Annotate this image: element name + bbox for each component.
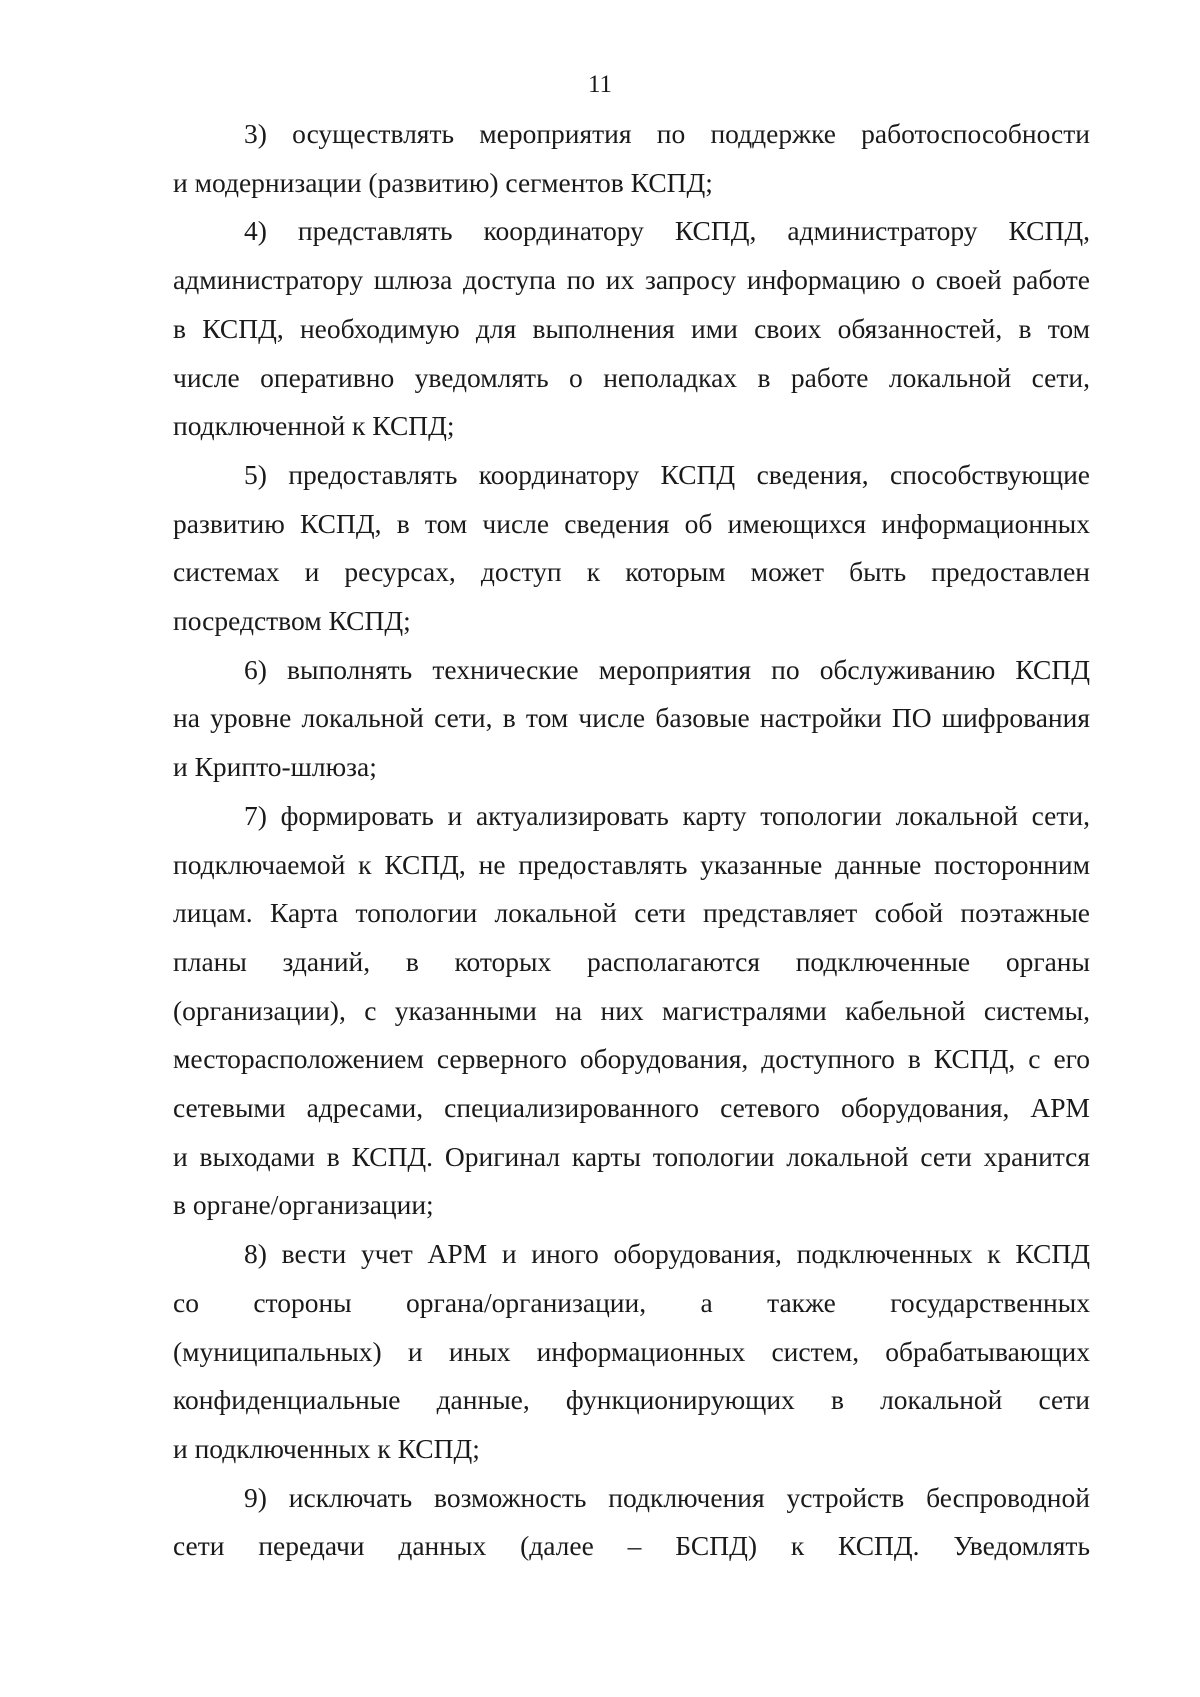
text-line: (муниципальных) и иных информационных систем, обрабатывающих xyxy=(173,1335,1090,1367)
text-line: посредством КСПД; xyxy=(173,605,411,637)
paragraph xyxy=(173,792,1090,1230)
text-line: (организации), с указанными на них магистралями кабельной системы, xyxy=(173,994,1090,1026)
text-line: 9) исключать возможность подключения устройств беспроводной xyxy=(244,1481,1090,1513)
text-line: развитию КСПД, в том числе сведения об имеющихся информационных xyxy=(173,507,1090,539)
text-line: месторасположением серверного оборудования, доступного в КСПД, с его xyxy=(173,1043,1090,1075)
paragraph xyxy=(173,1230,1090,1474)
page-number: 11 xyxy=(587,71,613,98)
text-line: подключенной к КСПД; xyxy=(173,410,455,442)
text-line: 7) формировать и актуализировать карту топологии локальной сети, xyxy=(244,799,1090,831)
text-line: конфиденциальные данные, функционирующих в локальной сети xyxy=(173,1384,1090,1416)
text-line: со стороны органа/организации, а также государственных xyxy=(173,1286,1090,1318)
paragraph xyxy=(173,207,1090,451)
text-line: в КСПД, необходимую для выполнения ими своих обязанностей, в том xyxy=(173,312,1090,344)
text-line: администратору шлюза доступа по их запросу информацию о своей работе xyxy=(173,264,1090,296)
paragraph xyxy=(173,646,1090,792)
text-line: 8) вести учет АРМ и иного оборудования, подключенных к КСПД xyxy=(244,1238,1090,1270)
document-body xyxy=(173,110,1090,1571)
text-line: числе оперативно уведомлять о неполадках в работе локальной сети, xyxy=(173,361,1090,393)
text-line: и Крипто-шлюза; xyxy=(173,751,377,783)
text-line: подключаемой к КСПД, не предоставлять указанные данные посторонним xyxy=(173,848,1090,880)
text-line: на уровне локальной сети, в том числе базовые настройки ПО шифрования xyxy=(173,702,1090,734)
text-line: сетевыми адресами, специализированного сетевого оборудования, АРМ xyxy=(173,1092,1090,1124)
text-line: 3) осуществлять мероприятия по поддержке работоспособности xyxy=(244,118,1090,149)
paragraph xyxy=(173,110,1090,207)
text-line: сети передачи данных (далее – БСПД) к КСПД. Уведомлять xyxy=(173,1530,1090,1562)
text-line: 5) предоставлять координатору КСПД сведения, способствующие xyxy=(244,458,1090,490)
text-line: 6) выполнять технические мероприятия по обслуживанию КСПД xyxy=(244,653,1090,685)
text-line: 4) представлять координатору КСПД, администратору КСПД, xyxy=(244,215,1090,247)
text-line: в органе/организации; xyxy=(173,1189,434,1221)
text-line: лицам. Карта топологии локальной сети представляет собой поэтажные xyxy=(173,897,1090,929)
text-line: и модернизации (развитию) сегментов КСПД; xyxy=(173,166,713,198)
text-line: планы зданий, в которых располагаются подключенные органы xyxy=(173,945,1090,977)
text-line: и подключенных к КСПД; xyxy=(173,1432,480,1464)
text-line: системах и ресурсах, доступ к которым может быть предоставлен xyxy=(173,556,1090,588)
paragraph xyxy=(173,451,1090,646)
text-line: и выходами в КСПД. Оригинал карты топологии локальной сети хранится xyxy=(173,1140,1090,1172)
paragraph xyxy=(173,1474,1090,1571)
